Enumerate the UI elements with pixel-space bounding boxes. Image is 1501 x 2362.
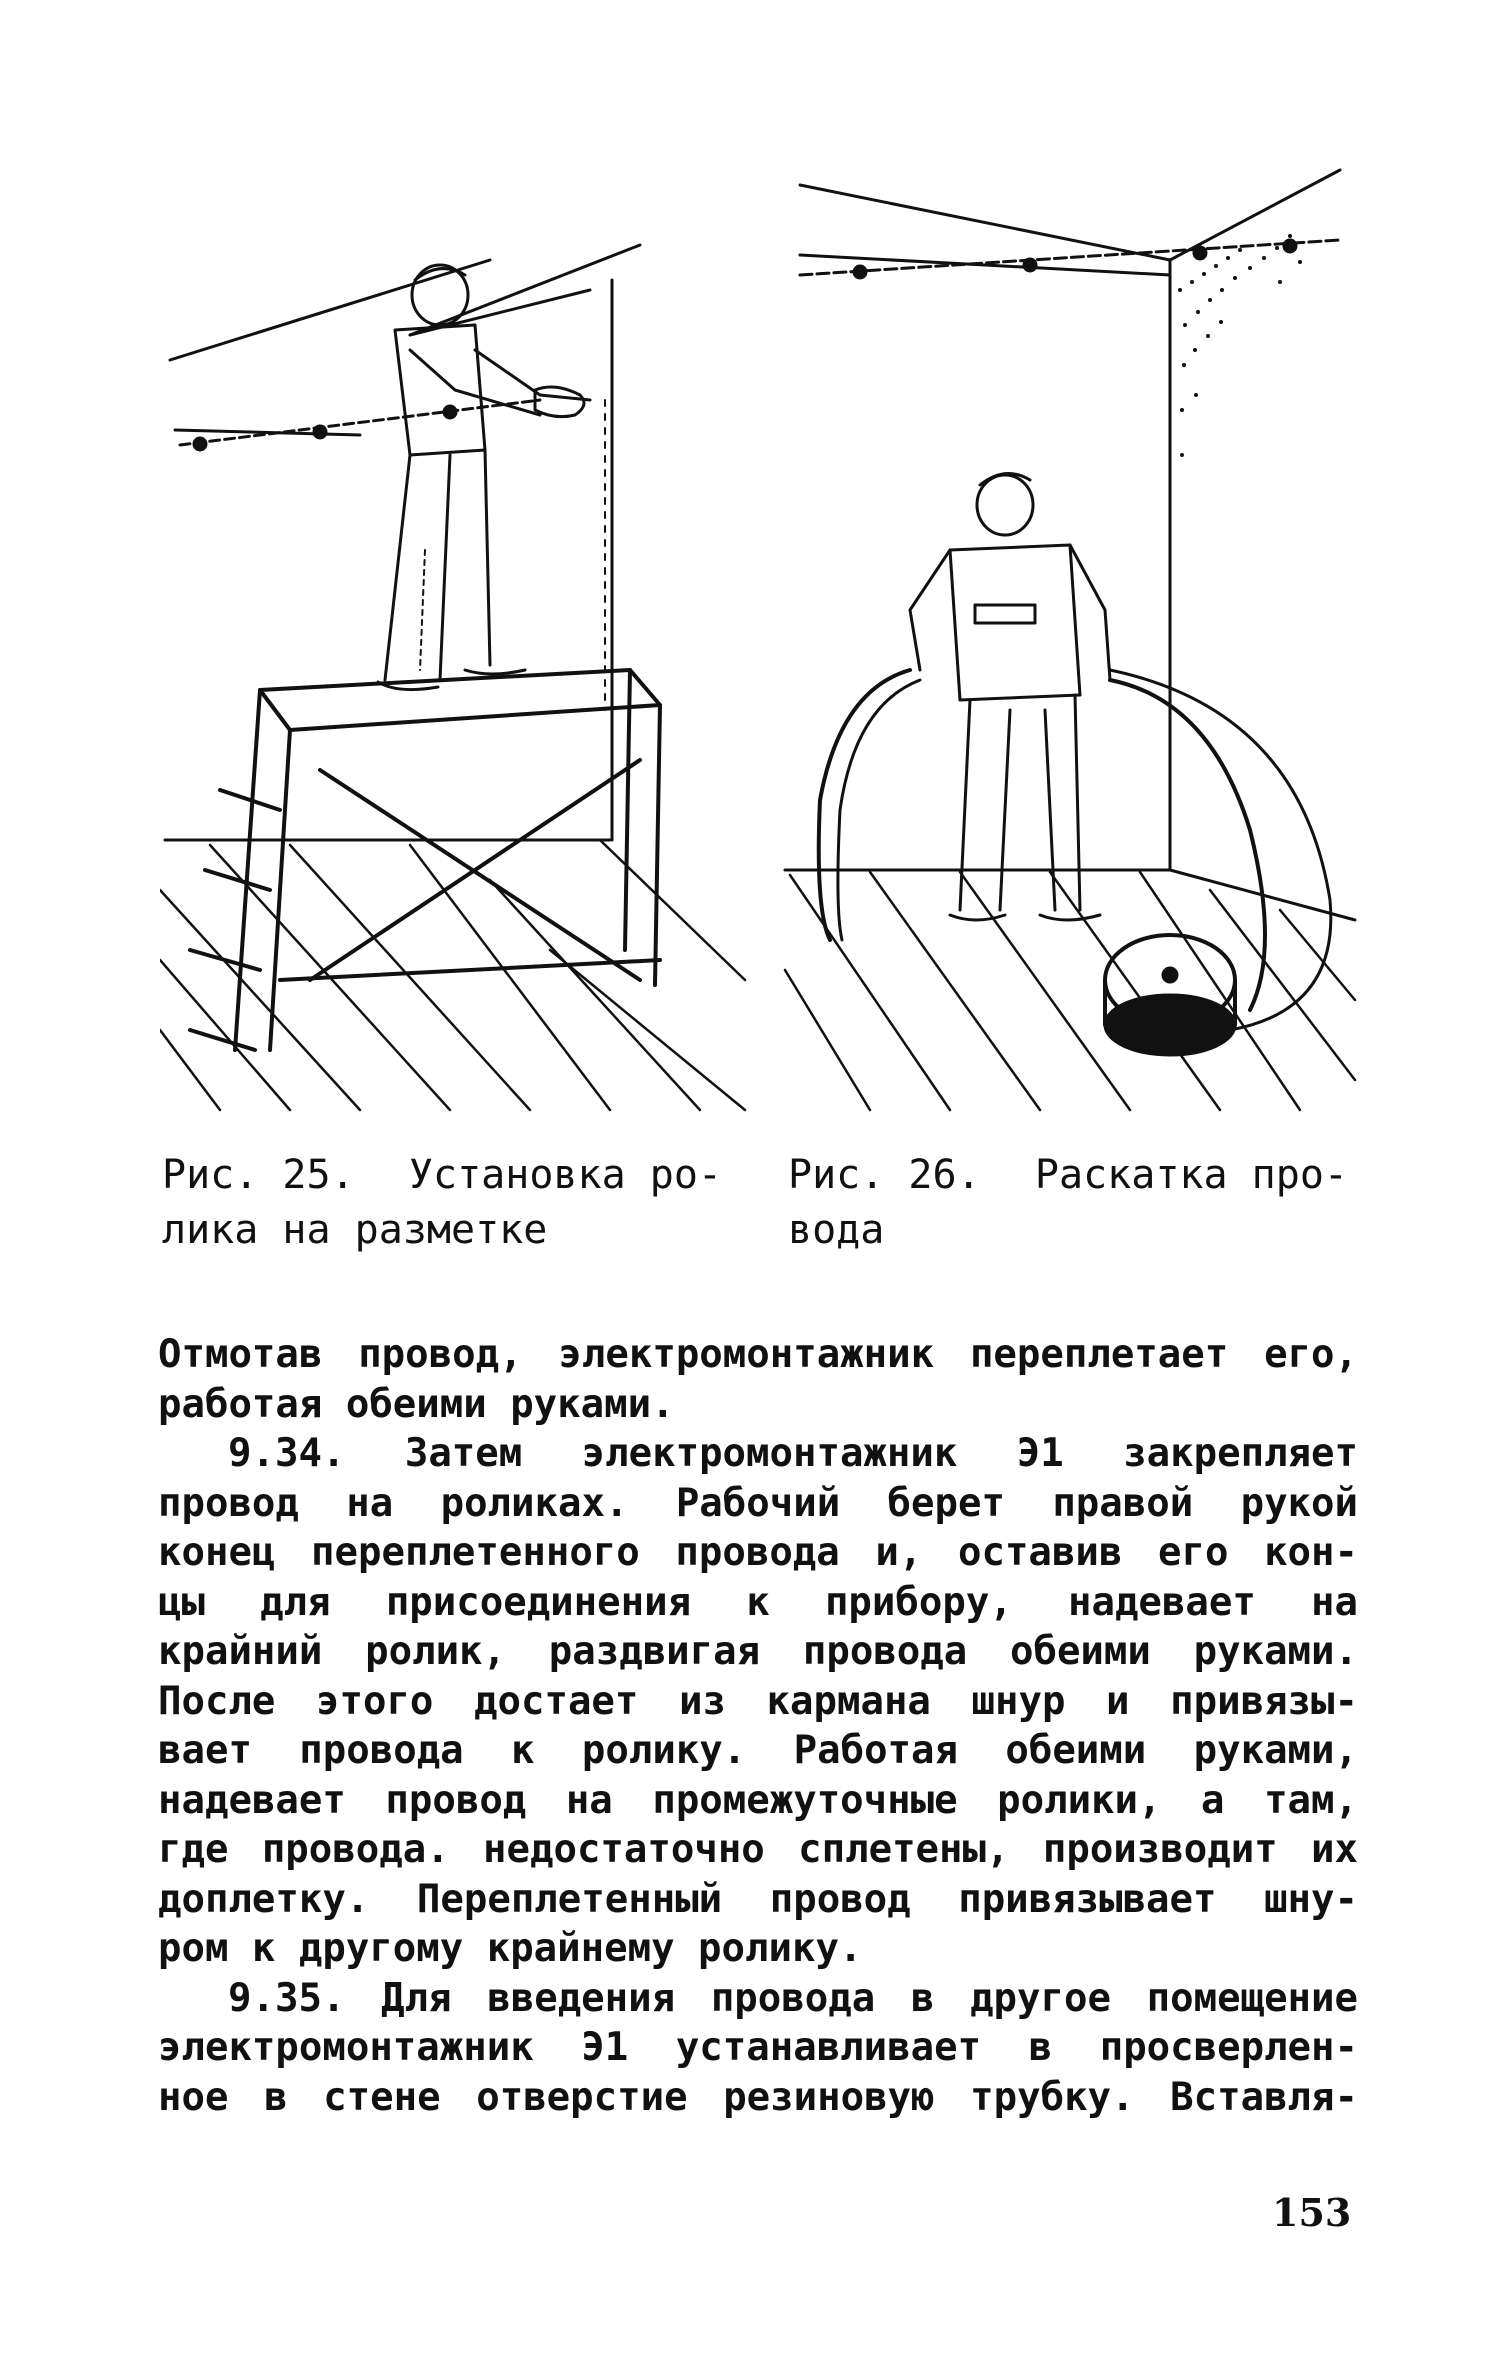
caption-line (788, 1148, 1348, 1203)
figure-26-caption (788, 1148, 1348, 1258)
body-text (158, 1330, 1358, 2122)
text-line: крайний ролик, раздвигая провода обеими руками. (158, 1629, 1358, 1674)
caption-title: Раскатка про- (1034, 1152, 1348, 1198)
figure-25-caption (162, 1148, 722, 1258)
text-line: конец переплетенного провода и, оставив его кон- (158, 1530, 1358, 1575)
text-line: электромонтажник Э1 устанавливает в просверлен- (158, 2025, 1358, 2070)
caption-line: вода (788, 1207, 885, 1253)
text-line: После этого достает из кармана шнур и привязы- (158, 1678, 1358, 1724)
text-line: вает провода к ролику. Работая обеими руками, (158, 1728, 1358, 1773)
caption-label: Рис. 25. (162, 1152, 355, 1198)
caption-title: Установка ро- (408, 1152, 722, 1198)
text-line: работая обеими руками. (158, 1381, 675, 1427)
text-line: 9.35. Для введения провода в другое помещение (228, 1975, 1358, 2021)
text-line: ное в стене отверстие резиновую трубку. Вставля- (158, 2074, 1358, 2120)
text-line: Отмотав провод, электромонтажник переплетает его, (158, 1332, 1358, 1377)
page-number: 153 (1272, 2190, 1352, 2235)
text-line: 9.34. Затем электромонтажник Э1 закрепляет (228, 1431, 1358, 1476)
caption-line: лика на разметке (162, 1207, 548, 1253)
text-line: ром к другому крайнему ролику. (158, 1926, 863, 1971)
caption-line (162, 1148, 722, 1203)
text-line: где провода. недостаточно сплетены, производит их (158, 1827, 1358, 1872)
text-line: доплетку. Переплетенный провод привязывает шну- (158, 1876, 1358, 1922)
text-line: цы для присоединения к прибору, надевает на (158, 1579, 1358, 1625)
text-line: провод на роликах. Рабочий берет правой рукой (158, 1480, 1358, 1526)
figure-26-illustration (780, 150, 1360, 1125)
figure-25-illustration (160, 150, 750, 1125)
caption-label: Рис. 26. (788, 1152, 981, 1198)
text-line: надевает провод на промежуточные ролики, а там, (158, 1777, 1358, 1823)
